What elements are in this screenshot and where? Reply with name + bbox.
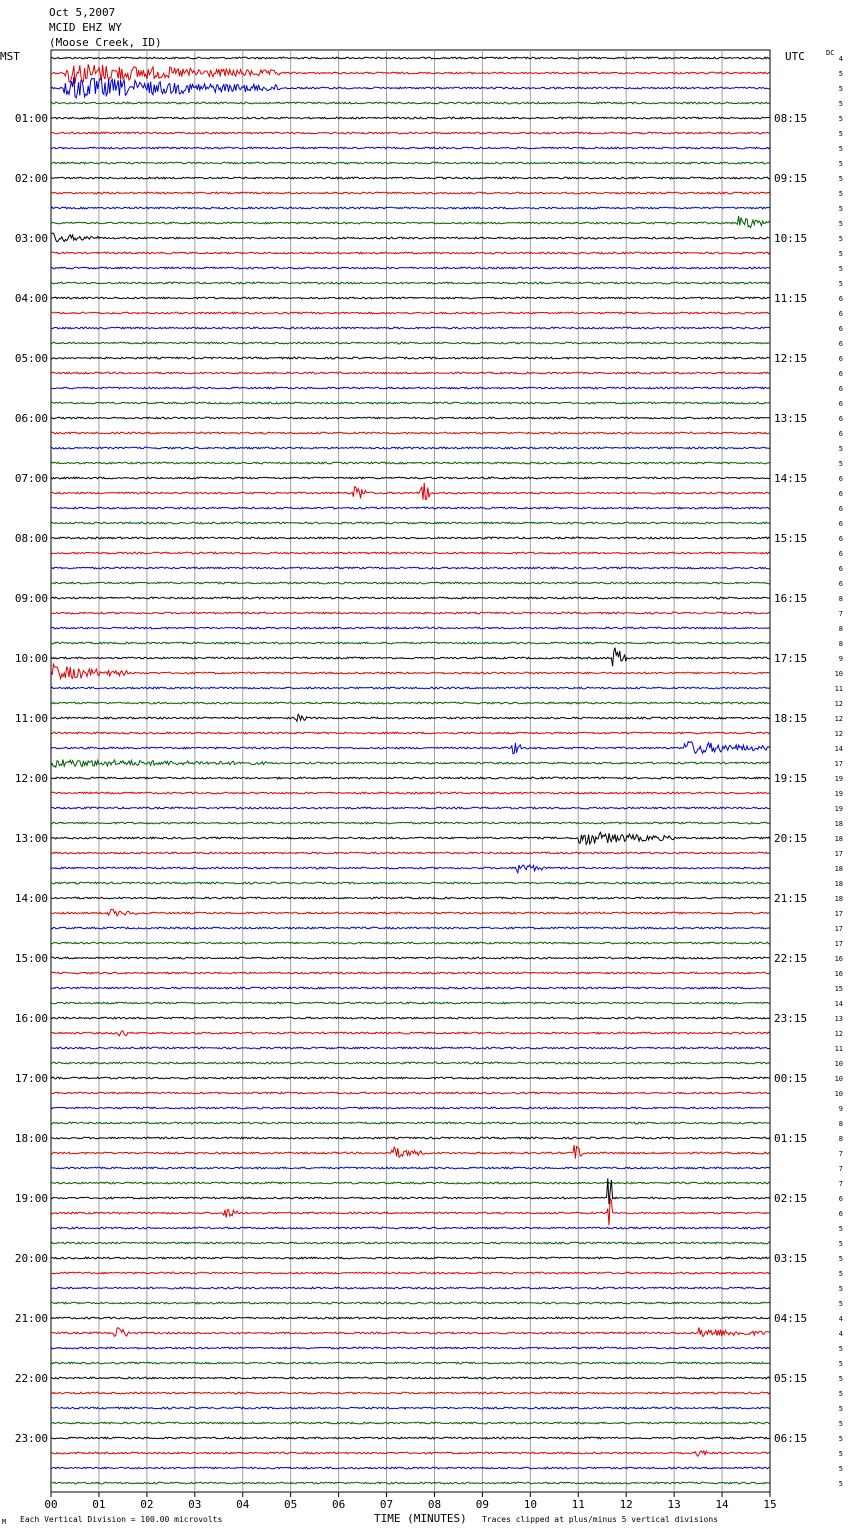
utc-hour-label: 13:15 (774, 412, 808, 425)
dc-offset-label: 5 (838, 1270, 843, 1278)
trace-line (51, 1002, 770, 1004)
dc-offset-label: 14 (834, 1000, 843, 1008)
trace-line (51, 1347, 770, 1349)
dc-offset-label: 5 (838, 445, 843, 453)
utc-hour-label: 19:15 (774, 772, 808, 785)
dc-offset-label: 13 (834, 1015, 843, 1023)
trace-line (51, 742, 770, 754)
dc-offset-label: 6 (838, 310, 843, 318)
trace-line (51, 714, 770, 721)
dc-offset-label: 8 (838, 595, 843, 603)
mst-hour-label: 07:00 (14, 472, 48, 485)
trace-line (51, 192, 770, 194)
dc-offset-label: 6 (838, 400, 843, 408)
dc-offset-label: 5 (838, 1225, 843, 1233)
mst-hour-label: 11:00 (14, 712, 48, 725)
dc-offset-label: 6 (838, 295, 843, 303)
x-tick-label: 04 (236, 1498, 250, 1511)
mst-hour-label: 18:00 (14, 1132, 48, 1145)
dc-offset-label: 5 (838, 100, 843, 108)
mst-hour-label: 12:00 (14, 772, 48, 785)
dc-offset-label: 5 (838, 250, 843, 258)
dc-offset-label: 5 (838, 235, 843, 243)
utc-hour-label: 18:15 (774, 712, 808, 725)
utc-hour-label: 12:15 (774, 352, 808, 365)
trace-line (51, 216, 770, 228)
dc-offset-label: 10 (834, 1090, 843, 1098)
trace-line (51, 732, 770, 734)
dc-offset-label: 5 (838, 460, 843, 468)
dc-offset-label: 6 (838, 1210, 843, 1218)
x-tick-label: 12 (619, 1498, 633, 1511)
trace-line (51, 582, 770, 584)
footer-mark: M (2, 1518, 7, 1526)
x-tick-label: 10 (523, 1498, 537, 1511)
trace-line (51, 1362, 770, 1364)
dc-offset-label: 5 (838, 205, 843, 213)
mst-hour-label: 21:00 (14, 1312, 48, 1325)
trace-line (51, 1107, 770, 1109)
mst-hour-label: 14:00 (14, 892, 48, 905)
trace-line (51, 897, 770, 899)
trace-line (51, 972, 770, 974)
trace-line (51, 1182, 770, 1184)
x-tick-label: 07 (379, 1498, 394, 1511)
dc-offset-label: 5 (838, 1285, 843, 1293)
utc-hour-label: 10:15 (774, 232, 808, 245)
trace-line (51, 57, 770, 59)
x-tick-label: 01 (92, 1498, 106, 1511)
scale-note: Each Vertical Division = 100.00 microvolts (20, 1515, 223, 1524)
dc-offset-label: 5 (838, 70, 843, 78)
trace-line (51, 1327, 770, 1336)
dc-offset-label: 18 (834, 820, 843, 828)
trace-line (51, 402, 770, 404)
dc-offset-label: 12 (834, 730, 843, 738)
dc-offset-label: 6 (838, 580, 843, 588)
utc-hour-label: 04:15 (774, 1312, 808, 1325)
x-axis-label: TIME (MINUTES) (374, 1512, 467, 1525)
trace-line (51, 702, 770, 704)
trace-line (51, 664, 770, 678)
trace-line (51, 1047, 770, 1049)
dc-offset-label: 6 (838, 550, 843, 558)
x-tick-label: 03 (188, 1498, 202, 1511)
mst-hour-label: 02:00 (14, 172, 48, 185)
dc-offset-label: 5 (838, 175, 843, 183)
trace-line (51, 909, 770, 916)
trace-line (51, 1422, 770, 1424)
dc-offset-label: 6 (838, 385, 843, 393)
x-tick-label: 00 (44, 1498, 58, 1511)
trace-line (51, 342, 770, 344)
dc-offset-label: 5 (838, 1450, 843, 1458)
left-timezone-label: MST (0, 50, 20, 63)
trace-line (51, 177, 770, 179)
dc-offset-label: 5 (838, 1345, 843, 1353)
trace-line (51, 432, 770, 434)
trace-line (51, 1272, 770, 1274)
trace-line (51, 1257, 770, 1259)
mst-hour-label: 17:00 (14, 1072, 48, 1085)
dc-offset-label: 7 (838, 1150, 843, 1158)
trace-line (51, 233, 770, 242)
trace-line (51, 477, 770, 479)
dc-offset-label: 7 (838, 1180, 843, 1188)
utc-hour-label: 05:15 (774, 1372, 808, 1385)
mst-hour-label: 15:00 (14, 952, 48, 965)
dc-offset-label: 5 (838, 1435, 843, 1443)
trace-line (51, 1302, 770, 1304)
dc-offset-label: 17 (834, 925, 843, 933)
trace-line (51, 537, 770, 539)
utc-hour-label: 00:15 (774, 1072, 808, 1085)
trace-line (51, 648, 770, 667)
mst-hour-label: 08:00 (14, 532, 48, 545)
trace-line (51, 147, 770, 149)
mst-hour-label: 06:00 (14, 412, 48, 425)
dc-offset-label: 5 (838, 1420, 843, 1428)
dc-offset-label: 12 (834, 1030, 843, 1038)
dc-offset-label: 17 (834, 760, 843, 768)
clip-note: Traces clipped at plus/minus 5 vertical divisions (482, 1515, 719, 1524)
dc-offset-label: 5 (838, 130, 843, 138)
dc-offset-label: 4 (838, 55, 843, 63)
utc-hour-label: 06:15 (774, 1432, 808, 1445)
trace-line (51, 1242, 770, 1244)
dc-offset-label: 7 (838, 610, 843, 618)
trace-line (51, 1287, 770, 1289)
dc-offset-label: 6 (838, 505, 843, 513)
mst-hour-label: 13:00 (14, 832, 48, 845)
trace-line (51, 597, 770, 599)
dc-offset-label: 5 (838, 1390, 843, 1398)
dc-offset-label: 16 (834, 970, 843, 978)
trace-line (51, 132, 770, 134)
utc-hour-label: 09:15 (774, 172, 808, 185)
trace-line (51, 327, 770, 329)
mst-hour-label: 01:00 (14, 112, 48, 125)
dc-offset-label: 5 (838, 1480, 843, 1488)
dc-offset-label: 6 (838, 565, 843, 573)
x-tick-label: 14 (715, 1498, 729, 1511)
trace-line (51, 1017, 770, 1019)
dc-offset-label: 17 (834, 940, 843, 948)
trace-line (51, 957, 770, 959)
trace-line (51, 852, 770, 854)
dc-offset-label: 19 (834, 805, 843, 813)
dc-offset-label: 9 (838, 1105, 843, 1113)
trace-line (51, 447, 770, 449)
utc-hour-label: 17:15 (774, 652, 808, 665)
dc-header-label: DC (826, 49, 835, 57)
dc-offset-label: 5 (838, 85, 843, 93)
trace-line (51, 462, 770, 464)
dc-offset-label: 4 (838, 1330, 843, 1338)
trace-line (51, 1437, 770, 1439)
trace-line (51, 822, 770, 824)
trace-line (51, 1377, 770, 1379)
plot-frame (51, 50, 770, 1492)
mst-hour-label: 03:00 (14, 232, 48, 245)
dc-offset-label: 5 (838, 190, 843, 198)
dc-offset-label: 11 (834, 685, 843, 693)
trace-line (51, 387, 770, 389)
dc-offset-label: 6 (838, 535, 843, 543)
dc-offset-label: 5 (838, 1240, 843, 1248)
trace-line (51, 64, 770, 83)
trace-line (51, 552, 770, 554)
utc-hour-label: 14:15 (774, 472, 808, 485)
dc-offset-label: 9 (838, 655, 843, 663)
trace-line (51, 357, 770, 359)
trace-line (51, 1451, 770, 1456)
utc-hour-label: 22:15 (774, 952, 808, 965)
trace-line (51, 252, 770, 254)
utc-hour-label: 21:15 (774, 892, 808, 905)
trace-line (51, 807, 770, 809)
mst-hour-label: 09:00 (14, 592, 48, 605)
dc-offset-label: 14 (834, 745, 843, 753)
dc-offset-label: 17 (834, 910, 843, 918)
dc-offset-label: 16 (834, 955, 843, 963)
dc-offset-label: 5 (838, 220, 843, 228)
dc-offset-label: 6 (838, 475, 843, 483)
utc-hour-label: 02:15 (774, 1192, 808, 1205)
dc-offset-label: 5 (838, 1465, 843, 1473)
dc-offset-label: 5 (838, 1360, 843, 1368)
dc-offset-label: 6 (838, 415, 843, 423)
trace-line (51, 522, 770, 524)
trace-line (51, 312, 770, 314)
mst-hour-label: 22:00 (14, 1372, 48, 1385)
mst-hour-label: 05:00 (14, 352, 48, 365)
trace-line (51, 832, 770, 844)
utc-hour-label: 23:15 (774, 1012, 808, 1025)
trace-line (51, 483, 770, 500)
dc-offset-label: 12 (834, 715, 843, 723)
trace-line (51, 882, 770, 884)
dc-offset-label: 10 (834, 1075, 843, 1083)
trace-line (51, 987, 770, 989)
dc-offset-label: 10 (834, 670, 843, 678)
x-tick-label: 09 (475, 1498, 490, 1511)
dc-offset-label: 8 (838, 1120, 843, 1128)
dc-offset-label: 17 (834, 850, 843, 858)
dc-offset-label: 6 (838, 355, 843, 363)
trace-line (51, 1392, 770, 1394)
dc-offset-label: 6 (838, 340, 843, 348)
dc-offset-label: 18 (834, 880, 843, 888)
dc-offset-label: 5 (838, 1255, 843, 1263)
trace-line (51, 792, 770, 794)
x-tick-label: 15 (763, 1498, 777, 1511)
x-tick-label: 05 (284, 1498, 298, 1511)
dc-offset-label: 6 (838, 1195, 843, 1203)
trace-line (51, 927, 770, 929)
trace-line (51, 297, 770, 299)
trace-line (51, 1317, 770, 1319)
dc-offset-label: 8 (838, 625, 843, 633)
trace-line (51, 1145, 770, 1159)
dc-offset-label: 19 (834, 790, 843, 798)
mst-hour-label: 04:00 (14, 292, 48, 305)
trace-line (51, 117, 770, 119)
dc-offset-label: 5 (838, 1375, 843, 1383)
dc-offset-label: 7 (838, 1165, 843, 1173)
trace-line (51, 642, 770, 644)
trace-line (51, 162, 770, 164)
trace-line (51, 282, 770, 284)
utc-hour-label: 08:15 (774, 112, 808, 125)
dc-offset-label: 5 (838, 145, 843, 153)
dc-offset-label: 5 (838, 160, 843, 168)
trace-line (51, 1482, 770, 1484)
trace-line (51, 1092, 770, 1094)
dc-offset-label: 6 (838, 520, 843, 528)
trace-line (51, 1077, 770, 1079)
utc-hour-label: 11:15 (774, 292, 808, 305)
trace-line (51, 1137, 770, 1139)
trace-line (51, 207, 770, 209)
utc-hour-label: 03:15 (774, 1252, 808, 1265)
location-label: (Moose Creek, ID) (49, 36, 162, 49)
dc-offset-label: 5 (838, 265, 843, 273)
dc-offset-label: 18 (834, 895, 843, 903)
dc-offset-label: 18 (834, 865, 843, 873)
dc-offset-label: 12 (834, 700, 843, 708)
x-tick-label: 02 (140, 1498, 154, 1511)
mst-hour-label: 19:00 (14, 1192, 48, 1205)
dc-offset-label: 19 (834, 775, 843, 783)
utc-hour-label: 20:15 (774, 832, 808, 845)
trace-line (51, 507, 770, 509)
trace-line (51, 612, 770, 614)
trace-line (51, 687, 770, 689)
trace-line (51, 942, 770, 944)
date-label: Oct 5,2007 (49, 6, 116, 19)
trace-line (51, 267, 770, 269)
trace-line (51, 77, 770, 98)
dc-offset-label: 18 (834, 835, 843, 843)
trace-line (51, 1467, 770, 1469)
dc-offset-label: 8 (838, 640, 843, 648)
trace-line (51, 372, 770, 374)
utc-hour-label: 15:15 (774, 532, 808, 545)
dc-offset-label: 6 (838, 325, 843, 333)
station-label: MCID EHZ WY (49, 21, 122, 34)
mst-hour-label: 16:00 (14, 1012, 48, 1025)
dc-offset-label: 5 (838, 280, 843, 288)
trace-line (51, 1198, 770, 1225)
x-tick-label: 11 (571, 1498, 585, 1511)
trace-line (51, 1227, 770, 1229)
dc-offset-label: 6 (838, 490, 843, 498)
dc-offset-label: 5 (838, 115, 843, 123)
trace-line (51, 865, 770, 873)
trace-line (51, 567, 770, 569)
x-tick-label: 06 (331, 1498, 346, 1511)
mst-hour-label: 23:00 (14, 1432, 48, 1445)
utc-hour-label: 16:15 (774, 592, 808, 605)
dc-offset-label: 5 (838, 1300, 843, 1308)
dc-offset-label: 4 (838, 1315, 843, 1323)
trace-line (51, 627, 770, 629)
trace-line (51, 417, 770, 419)
dc-offset-label: 6 (838, 370, 843, 378)
x-tick-label: 08 (427, 1498, 442, 1511)
right-timezone-label: UTC (785, 50, 805, 63)
dc-offset-label: 10 (834, 1060, 843, 1068)
dc-offset-label: 6 (838, 430, 843, 438)
dc-offset-label: 5 (838, 1405, 843, 1413)
trace-line (51, 1031, 770, 1036)
dc-offset-label: 11 (834, 1045, 843, 1053)
trace-line (51, 777, 770, 779)
dc-offset-label: 8 (838, 1135, 843, 1143)
mst-hour-label: 20:00 (14, 1252, 48, 1265)
trace-line (51, 760, 770, 768)
trace-line (51, 102, 770, 104)
dc-offset-label: 15 (834, 985, 843, 993)
trace-line (51, 1167, 770, 1169)
mst-hour-label: 10:00 (14, 652, 48, 665)
trace-line (51, 1122, 770, 1124)
utc-hour-label: 01:15 (774, 1132, 808, 1145)
trace-line (51, 1407, 770, 1409)
x-tick-label: 13 (667, 1498, 681, 1511)
trace-line (51, 1062, 770, 1064)
